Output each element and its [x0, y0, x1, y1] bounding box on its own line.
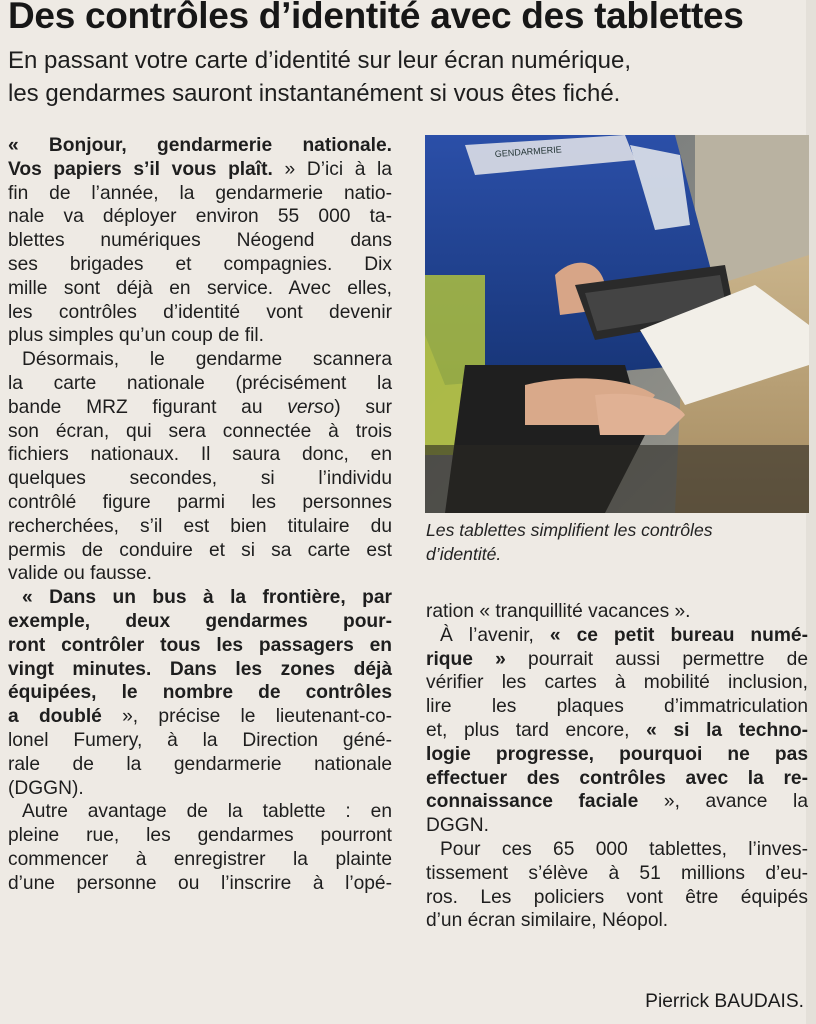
- paragraph-vacances: [426, 600, 808, 624]
- text-line: pleine rue, les gendarmes pourront: [8, 825, 392, 847]
- text-line: tissement s’élève à 51 millions d’eu-: [426, 862, 808, 884]
- text-line: fin de l’année, la gendarmerie natio-: [8, 182, 392, 204]
- text-line: connaissance faciale », avance la: [426, 791, 808, 813]
- text-line: ration « tranquillité vacances ».: [426, 601, 691, 622]
- text-line: Autre avantage de la tablette : en: [22, 801, 392, 823]
- paragraph-future: [426, 624, 808, 838]
- text-line: valide ou fausse.: [8, 563, 152, 585]
- text-line: ros. Les policiers vont être équipés: [426, 886, 808, 908]
- paragraph-investment: [426, 838, 808, 933]
- text-line: contrôlé figure parmi les personnes: [8, 491, 392, 513]
- photo-illustration: [425, 135, 809, 513]
- paragraph-intro: [8, 134, 392, 348]
- standfirst-line: En passant votre carte d’identité sur leur écran numérique,: [8, 47, 632, 74]
- text-line: fichiers nationaux. Il saura donc, en: [8, 444, 392, 466]
- text-line: « Dans un bus à la frontière, par: [22, 587, 392, 609]
- text-line: et, plus tard encore, « si la techno-: [426, 719, 809, 741]
- standfirst-line: les gendarmes sauront instantanément si vous êtes fiché.: [8, 80, 621, 107]
- text-line: effectuer des contrôles avec la re-: [426, 767, 808, 789]
- photo-caption: [426, 518, 808, 566]
- uniform-badge: GENDARMERIE: [494, 144, 562, 159]
- text-line: « Bonjour, gendarmerie nationale.: [8, 135, 392, 156]
- text-line: son écran, qui sera connectée à trois: [8, 420, 392, 442]
- text-line: équipées, le nombre de contrôles: [8, 682, 392, 704]
- text-line: plus simples qu’un coup de fil.: [8, 325, 264, 347]
- text-line: la carte nationale (précisément la: [8, 372, 392, 394]
- text-line: blettes numériques Néogend dans: [8, 230, 392, 252]
- text-line: rique » pourrait aussi permettre de: [426, 648, 808, 670]
- text-line: lire les plaques d’immatriculation: [426, 696, 808, 718]
- paragraph-scan: [8, 348, 392, 586]
- text-line: (DGGN).: [8, 777, 84, 799]
- text-line: les contrôles d’identité vont devenir: [8, 301, 392, 323]
- text-line: ses brigades et compagnies. Dix: [8, 253, 392, 275]
- standfirst: [8, 44, 728, 110]
- caption-line: Les tablettes simplifient les contrôles: [426, 520, 713, 540]
- headline: Des contrôles d’identité avec des tablettes: [8, 0, 744, 36]
- text-line: d’un écran similaire, Néopol.: [426, 910, 669, 932]
- text-line: Désormais, le gendarme scannera: [22, 349, 392, 371]
- text-line: exemple, deux gendarmes pour-: [8, 610, 392, 632]
- text-line: ront contrôler tous les passagers en: [8, 634, 392, 656]
- text-line: vérifier les cartes à mobilité inclusion,: [426, 672, 808, 694]
- text-line: rale de la gendarmerie nationale: [8, 753, 392, 775]
- right-column: [426, 600, 808, 933]
- text-line: lonel Fumery, à la Direction géné-: [8, 729, 392, 751]
- text-line: Vos papiers s’il vous plaît. » D’ici à la: [8, 158, 392, 180]
- paragraph-quote: [8, 586, 392, 800]
- text-line: logie progresse, pourquoi ne pas: [426, 743, 808, 765]
- article-photo: [425, 135, 809, 513]
- text-line: permis de conduire et si sa carte est: [8, 539, 392, 561]
- paragraph-advantage: [8, 800, 392, 895]
- text-line: DGGN.: [426, 815, 489, 837]
- text-line: commencer à enregistrer la plainte: [8, 848, 392, 870]
- text-line: d’une personne ou l’inscrire à l’opé-: [8, 872, 392, 894]
- text-line: recherchées, s’il est bien titulaire du: [8, 515, 392, 537]
- caption-line: d’identité.: [426, 544, 502, 564]
- left-column: [8, 134, 392, 896]
- text-line: bande MRZ figurant au verso) sur: [8, 396, 392, 418]
- text-line: vingt minutes. Dans les zones déjà: [8, 658, 392, 680]
- text-line: a doublé », précise le lieutenant-co-: [8, 706, 393, 728]
- text-line: nale va déployer environ 55 000 ta-: [8, 206, 392, 228]
- text-line: mille sont déjà en service. Avec elles,: [8, 277, 392, 299]
- text-line: quelques secondes, si l’individu: [8, 468, 392, 490]
- author-signature: Pierrick BAUDAIS.: [645, 991, 804, 1012]
- text-line: Pour ces 65 000 tablettes, l’inves-: [440, 838, 808, 860]
- text-line: À l’avenir, « ce petit bureau numé-: [440, 624, 808, 646]
